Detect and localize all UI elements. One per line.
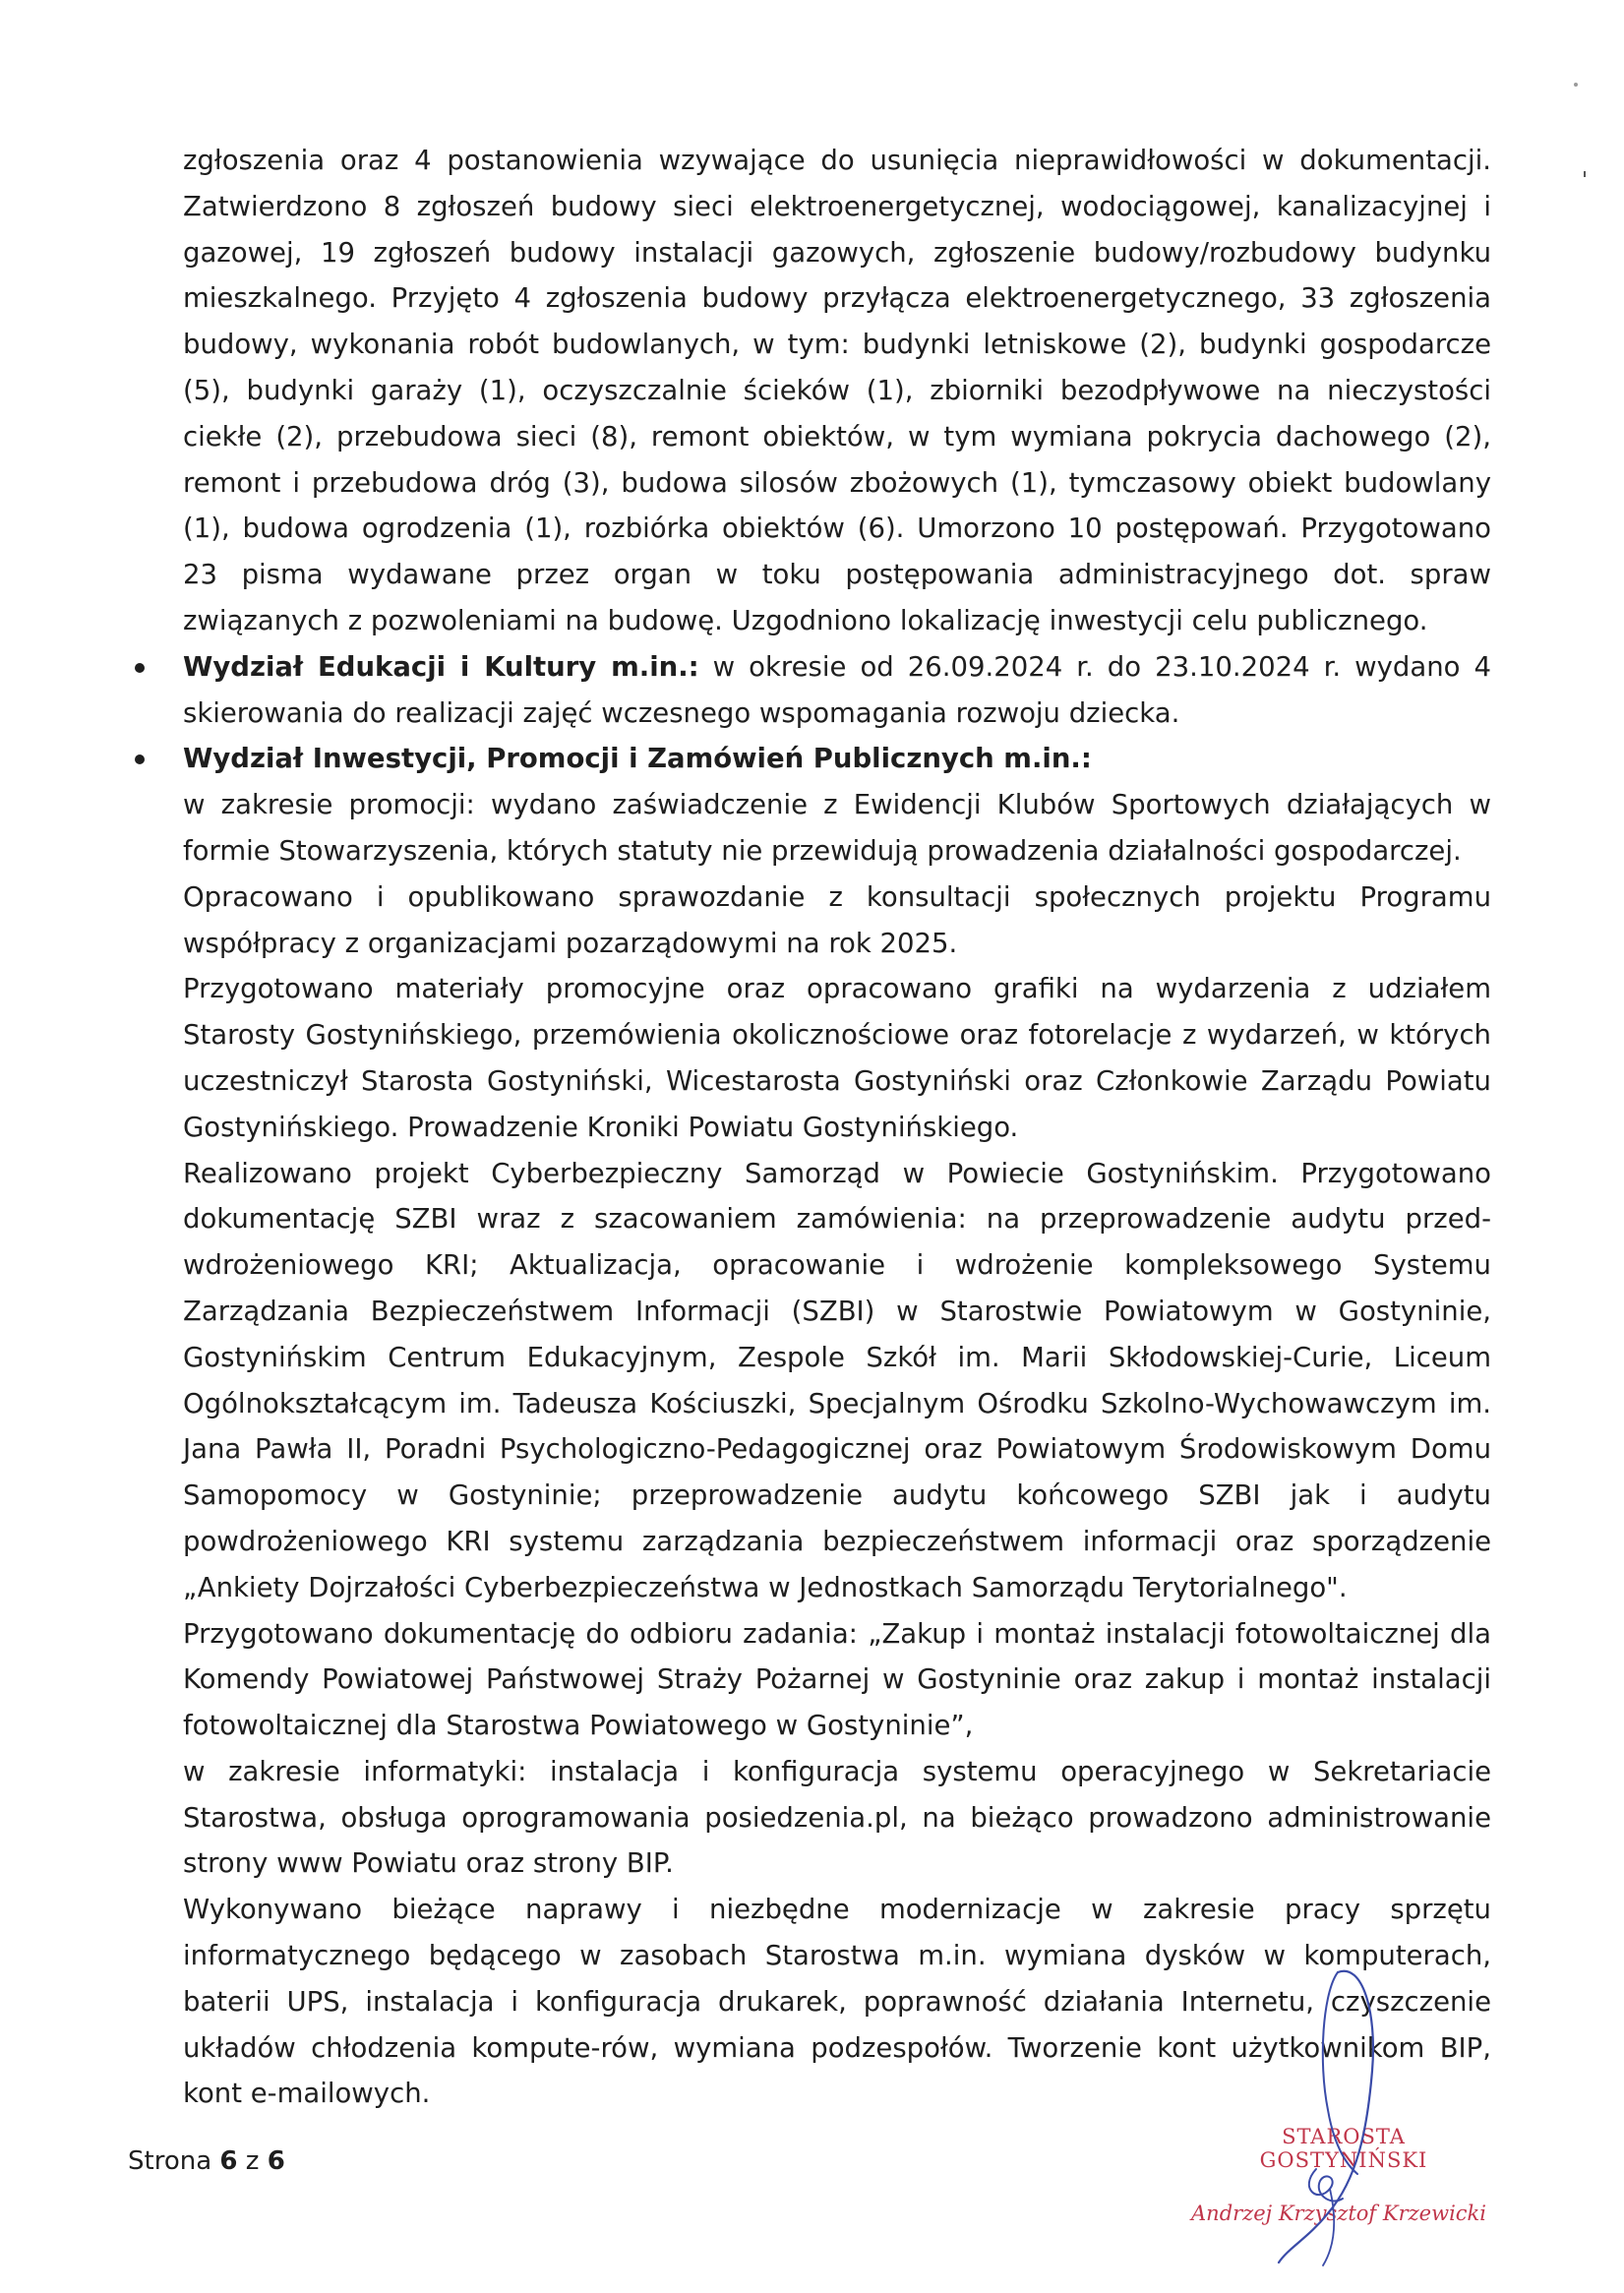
stamp-name: Andrzej Krzysztof Krzewicki <box>1191 2202 1486 2225</box>
heading-investments-department: Wydział Inwestycji, Promocji i Zamówień Publicznych m.in.: <box>183 743 1092 775</box>
page-number-current: 6 <box>219 2146 238 2176</box>
page-number <box>128 2146 285 2176</box>
page-number-middle: z <box>237 2146 268 2176</box>
page-number-total: 6 <box>267 2146 285 2176</box>
scan-marks-icon <box>1564 79 1594 197</box>
list-item-education <box>183 644 1491 737</box>
signature-icon <box>1269 1953 1407 2277</box>
paragraph-repairs: Wykonywano bieżące naprawy i niezbędne modernizacje w zakresie pracy sprzętu informatycznego będącego w zasobach Starostwa m.in. wymiana dysków w komputerach, baterii UPS, instalacja i konfiguracja drukarek, poprawność działania Internetu, czyszczenie układów chłodzenia kompute-rów, wymiana podzespołów. Tworzenie kont użytkownikom BIP, kont e-mailowych. <box>183 1894 1491 2110</box>
list-item-investments <box>183 736 1491 782</box>
paragraph-cybersecurity: Realizowano projekt Cyberbezpieczny Samorząd w Powiecie Gostynińskim. Przygotowano dokumentację SZBI wraz z szacowaniem zamówienia: na przeprowadzenie audytu przed-wdrożeniowego KRI; Aktualizacja, opracowanie i wdrożenie kompleksowego Systemu Zarządzania Bezpieczeństwem Informacji (SZBI) w Starostwie Powiatowym w Gostyninie, Gostynińskim Centrum Edukacyjnym, Zespole Szkół im. Marii Skłodowskiej-Curie, Liceum Ogólnokształcącym im. Tadeusza Kościuszki, Specjalnym Ośrodku Szkolno-Wychowawczym im. Jana Pawła II, Poradni Psychologiczno-Pedagogicznej oraz Powiatowym Środowiskowym Domu Samopomocy w Gostyninie; przeprowadzenie audytu końcowego SZBI jak i audytu powdrożeniowego KRI systemu zarządzania bezpieczeństwem informacji oraz sporządzenie „Ankiety Dojrzałości Cyberbezpieczeństwa w Jednostkach Samorządu Terytorialnego". <box>183 1157 1491 1603</box>
paragraph-promotion: w zakresie promocji: wydano zaświadczenie z Ewidencji Klubów Sportowych działających w formie Stowarzyszenia, których statuty nie przewidują prowadzenia działalności gospodarczej. <box>183 789 1491 867</box>
page-content <box>183 138 1491 2117</box>
paragraph-it: w zakresie informatyki: instalacja i konfiguracja systemu operacyjnego w Sekretariacie Starostwa, obsługa oprogramowania posiedzenia.pl, na bieżąco prowadzono administrowanie strony www Powiatu oraz strony BIP. <box>183 1755 1491 1880</box>
education-text: w okresie od 26.09.2024 r. do 23.10.2024 r. wydano 4 skierowania do realizacji zajęć wczesnego wspomagania rozwoju dziecka. <box>183 650 1491 729</box>
page-number-prefix: Strona <box>128 2146 220 2176</box>
paragraph-building-permits: zgłoszenia oraz 4 postanowienia wzywające do usunięcia nieprawidłowości w dokumentacji. Zatwierdzono 8 zgłoszeń budowy sieci elektroenergetycznej, wodociągowej, kanalizacyjnej i gazowej, 19 zgłoszeń budowy instalacji gazowych, zgłoszenie budowy/rozbudowy budynku mieszkalnego. Przyjęto 4 zgłoszenia budowy przyłącza elektroenergetycznego, 33 zgłoszenia budowy, wykonania robót budowlanych, w tym: budynki letniskowe (2), budynki gospodarcze (5), budynki garaży (1), oczyszczalnie ścieków (1), zbiorniki bezodpływowe na nieczystości ciekłe (2), przebudowa sieci (8), remont obiektów, w tym wymiana pokrycia dachowego (2), remont i przebudowa dróg (3), budowa silosów zbożowych (1), tymczasowy obiekt budowlany (1), budowa ogrodzenia (1), rozbiórka obiektów (6). Umorzono 10 postępowań. Przygotowano 23 pisma wydawane przez organ w toku postępowania administracyjnego dot. spraw związanych z pozwoleniami na budowę. Uzgodniono lokalizację inwestycji celu publicznego. <box>183 145 1491 636</box>
paragraph-consultations: Opracowano i opublikowano sprawozdanie z konsultacji społecznych projektu Programu współpracy z organizacjami pozarządowymi na rok 2025. <box>183 880 1491 959</box>
heading-education-department: Wydział Edukacji i Kultury m.in.: <box>183 650 699 683</box>
paragraph-promo-materials: Przygotowano materiały promocyjne oraz opracowano grafiki na wydarzenia z udziałem Starosty Gostynińskiego, przemówienia okolicznościowe oraz fotorelacje z wydarzeń, w których uczestniczył Starosta Gostyniński, Wicestarosta Gostyniński oraz Członkowie Zarządu Powiatu Gostynińskiego. Prowadzenie Kroniki Powiatu Gostynińskiego. <box>183 973 1491 1143</box>
paragraph-photovoltaics: Przygotowano dokumentację do odbioru zadania: „Zakup i montaż instalacji fotowoltaicznej dla Komendy Powiatowej Państwowej Straży Pożarnej w Gostyninie oraz zakup i montaż instalacji fotowoltaicznej dla Starostwa Powiatowego w Gostyninie”, <box>183 1617 1491 1742</box>
stamp-title: STAROSTA GOSTYNIŃSKI <box>1259 2125 1428 2172</box>
